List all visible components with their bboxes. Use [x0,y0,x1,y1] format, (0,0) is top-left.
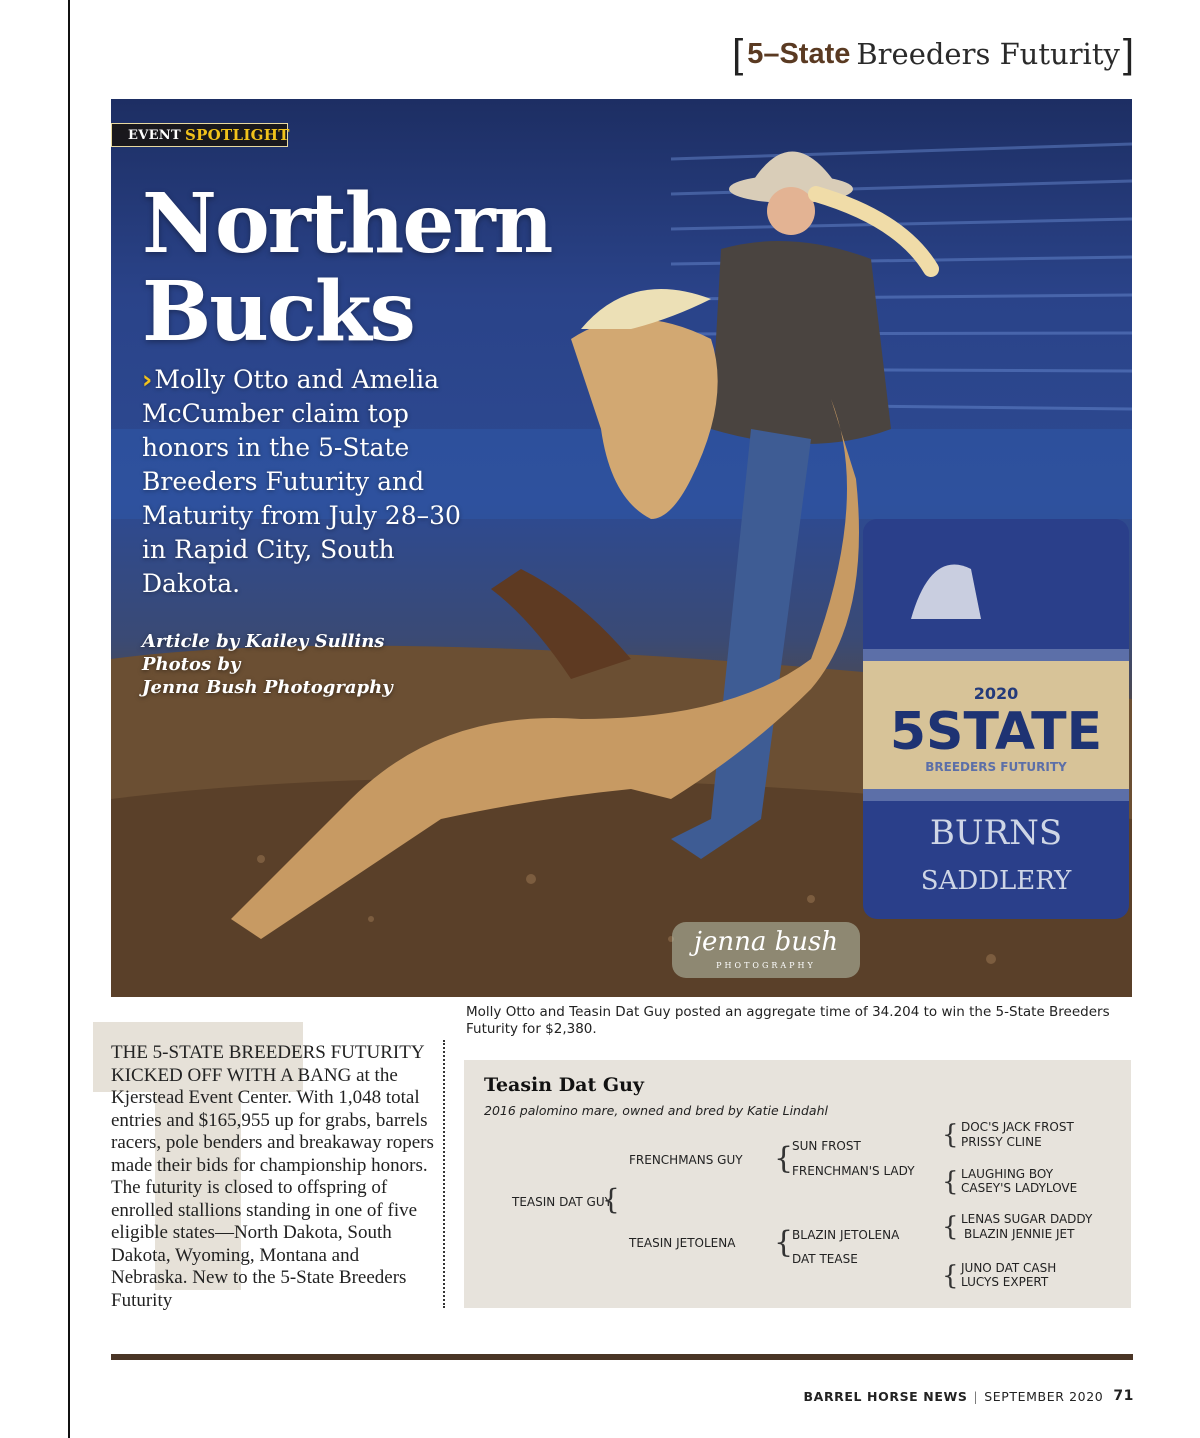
chevron-right-icon: › [142,365,153,394]
page-margin-rule [68,0,70,1438]
credit-photos-label: Photos by [142,654,241,675]
article-lead: THE 5-STATE BREEDERS FUTURITY KICKED OFF WITH A BANG [111,1042,424,1086]
pedigree-dam-sire: BLAZIN JETOLENA [792,1228,900,1242]
pedigree-g3-4: CASEY'S LADYLOVE [961,1181,1078,1195]
brace-icon: { [942,1212,959,1242]
pedigree-sire-dam: FRENCHMAN'S LADY [792,1164,915,1178]
barrel-subtitle: BREEDERS FUTURITY [925,760,1067,774]
pedigree-g3-8: LUCYS EXPERT [961,1275,1049,1289]
pedigree-title: Teasin Dat Guy [484,1074,644,1096]
pedigree-sire: FRENCHMANS GUY [629,1153,743,1167]
credit-article: Article by Kailey Sullins [142,631,385,652]
article-column [111,1022,436,1312]
page-footer [804,1388,1134,1404]
section-title: Breeders Futurity [856,37,1120,71]
barrel-year: 2020 [973,684,1019,703]
watermark-sub: PHOTOGRAPHY [716,961,816,970]
barrel-sponsor-1: BURNS [929,813,1063,853]
pedigree-g3-3: LAUGHING BOY [961,1167,1054,1181]
barrel-sponsor-2: SADDLERY [920,866,1072,896]
footer-magazine: BARREL HORSE NEWS [803,1388,968,1404]
deck-text: Molly Otto and Amelia McCumber claim top honors in the 5-State Breeders Futurity and Maturity from July 28–30 in Rapid City, South Dakota. [142,365,461,598]
pedigree-g3-7: JUNO DAT CASH [961,1261,1057,1275]
headline-line-2: Bucks [142,264,414,360]
pedigree-dam: TEASIN JETOLENA [629,1236,736,1250]
spotlight-accent: SPOTLIGHT [184,126,290,144]
pedigree-g3-2: PRISSY CLINE [961,1135,1042,1149]
pedigree-subtitle: 2016 palomino mare, owned and bred by Katie Lindahl [484,1103,828,1118]
barrel-brand: 5STATE [889,702,1103,762]
brace-icon: { [774,1225,794,1260]
pedigree-box [464,1060,1131,1308]
pedigree-g3-6: BLAZIN JENNIE JET [964,1227,1075,1241]
photographer-watermark [672,922,860,978]
page-number: 71 [1113,1388,1134,1404]
brace-icon: { [942,1261,959,1291]
credits [142,630,442,699]
brace-icon: { [942,1167,959,1197]
pedigree-dam-dam: DAT TEASE [792,1252,858,1266]
brace-icon: { [774,1141,794,1176]
photo-caption: Molly Otto and Teasin Dat Guy posted an aggregate time of 34.204 to win the 5-State Breeders Futurity for $2,380. [466,1004,1110,1037]
watermark-main: jenna bush [693,927,839,957]
section-brand: 5–State [747,37,851,70]
bracket-left: [ [732,32,744,76]
pedigree-horse: TEASIN DAT GUY [512,1195,612,1209]
pedigree-g3-1: DOC'S JACK FROST [961,1120,1074,1134]
brace-icon: { [942,1120,959,1150]
footer-separator: | [973,1388,979,1404]
headline [142,176,562,360]
footer-issue: SEPTEMBER 2020 [984,1388,1104,1404]
article-text: at the Kjerstead Event Center. With 1,048 total entries and $165,955 up for grabs, barrels racers, pole benders and breakaway ropers made their bids for championship honors. The futurity is closed to offspring of enrolled stallions standing in one of five eligible states—North Dakota, South Dakota, Wyoming, Montana and Nebraska. New to the 5-State Breeders Futurity [111,1064,434,1311]
footer-rule [111,1354,1133,1360]
event-spotlight-tag [111,123,288,147]
bracket-right: ] [1122,32,1134,76]
deck [142,363,487,601]
headline-line-1: Northern [142,176,552,272]
brace-icon: { [602,1183,620,1216]
article-body [111,1022,436,1312]
pedigree-g3-5: LENAS SUGAR DADDY [961,1212,1093,1226]
section-header [732,34,1134,74]
pedigree-sire-sire: SUN FROST [792,1139,861,1153]
column-divider [443,1040,445,1308]
credit-photographer: Jenna Bush Photography [142,677,393,698]
spotlight-prefix: EVENT [128,127,181,143]
